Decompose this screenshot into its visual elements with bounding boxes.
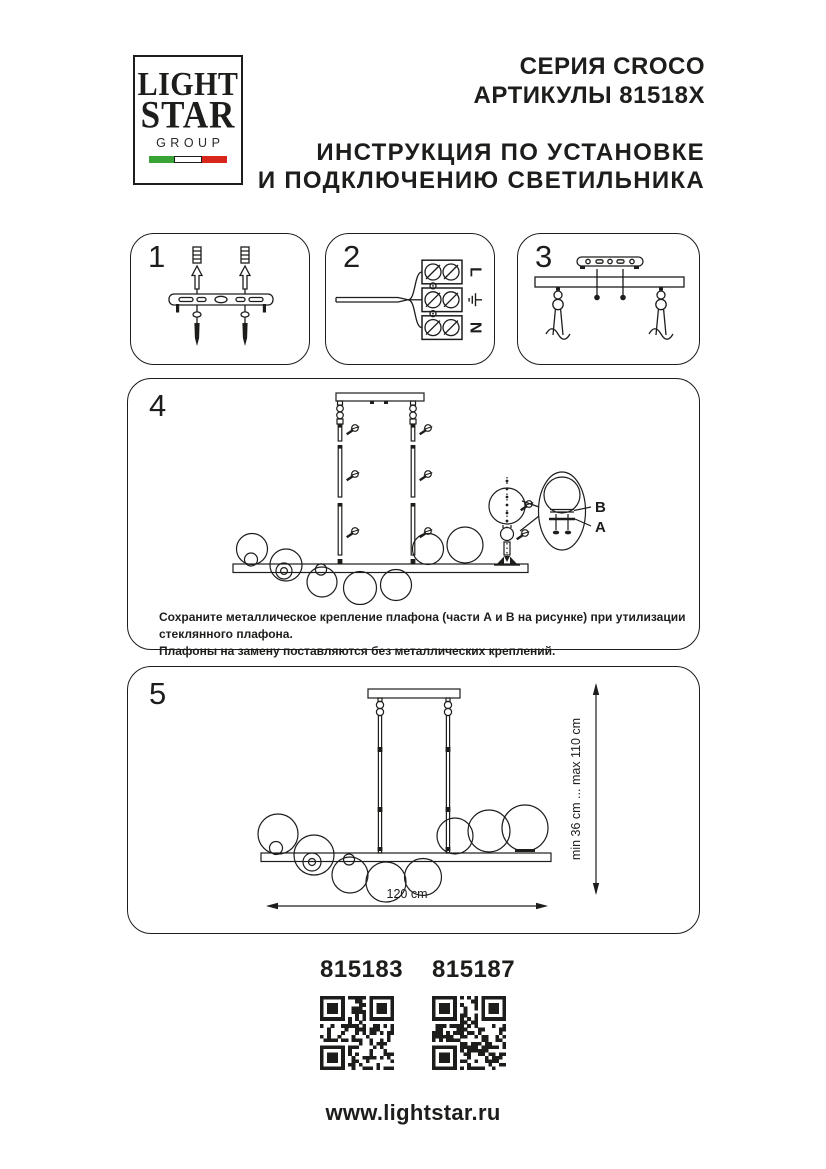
flag-green [149,156,174,163]
article-number: 815183 [320,956,404,983]
logo-word-group: GROUP [156,136,225,150]
product-815187 [432,956,516,1070]
step3-diagram [518,234,701,366]
step1-diagram [131,234,311,366]
flag-white [174,156,201,163]
step1-panel [130,233,310,365]
step4-note: Сохраните металлическое крепление плафона (части А и В на рисунке) при утилизации стеклянного плафона. Плафоны на замену поставляются без металлических креплений. [159,610,686,658]
step4-number: 4 [149,388,167,423]
qr-code [320,996,394,1070]
step5-panel [127,666,700,934]
step4-panel [127,378,700,658]
step5-number: 5 [149,676,167,711]
website-url: www.lightstar.ru [325,1100,501,1125]
series-title: СЕРИЯ CROCO [519,53,705,80]
detail-label-b: B [595,499,606,516]
header-titles [258,52,705,195]
article-number: 815187 [432,956,516,983]
step2-number: 2 [343,239,361,274]
step3-panel [517,233,700,365]
detail-label-a: A [595,519,606,536]
articles-title: АРТИКУЛЫ 81518X [473,82,705,109]
italian-flag-icon [149,156,227,163]
flag-red [202,156,227,163]
terminal-label-neutral: N [466,321,484,334]
height-dimension-label: min 36 cm ... max 110 cm [569,717,583,861]
step1-number: 1 [148,239,166,274]
step2-wiring-diagram [326,234,496,366]
logo-word-light: LIGHT [137,66,239,103]
instruction-title: ИНСТРУКЦИЯ ПО УСТАНОВКЕ И ПОДКЛЮЧЕНИЮ СВЕТИЛЬНИКА [257,139,705,194]
lightstar-logo [133,55,243,185]
step5-dimensions-diagram [128,667,701,935]
qr-code [432,996,506,1070]
terminal-label-live: L [466,267,484,277]
width-dimension-label: 120 cm [386,887,428,901]
step2-panel [325,233,495,365]
logo-word-star: STAR [140,92,236,137]
product-815183 [320,956,404,1070]
earth-icon [469,293,482,306]
terminal-screws [425,264,459,336]
step3-number: 3 [535,239,553,274]
